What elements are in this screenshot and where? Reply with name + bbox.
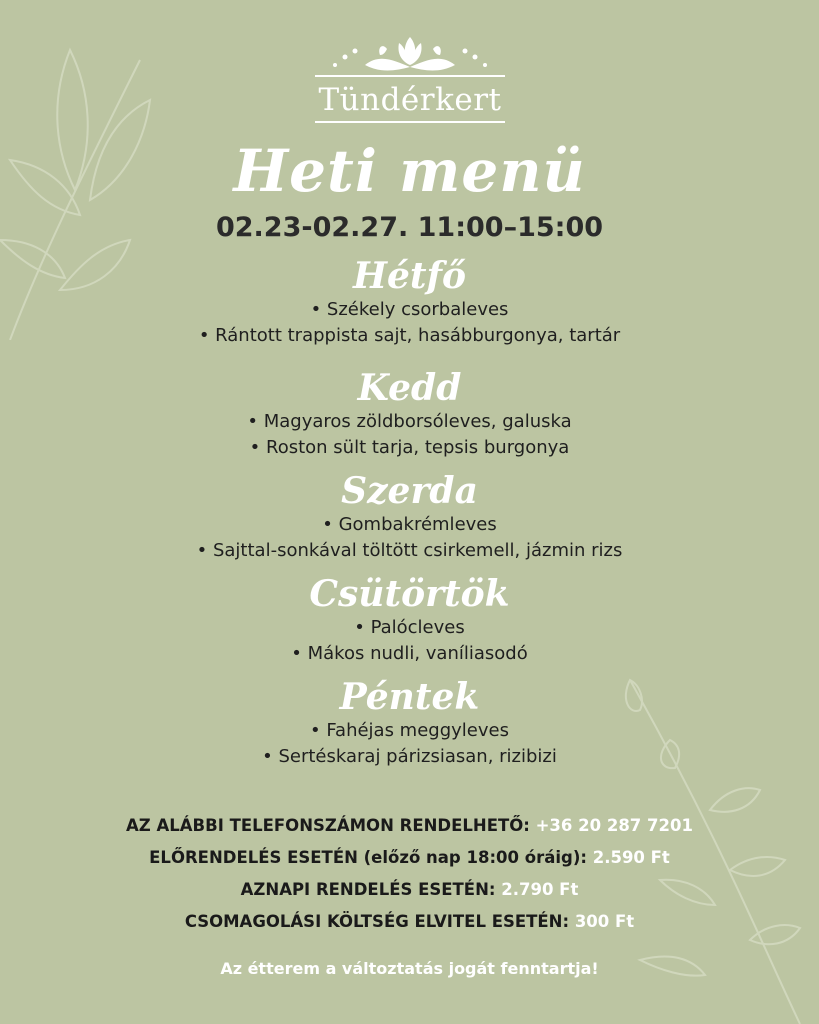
dish-item: • Roston sült tarja, tepsis burgonya — [249, 437, 570, 458]
day-block-monday — [0, 255, 819, 349]
day-name: Szerda — [341, 470, 478, 512]
day-block-wednesday — [0, 470, 819, 564]
footer-note: Az étterem a változtatás jogát fenntartja! — [220, 959, 599, 978]
info-label: AZ ALÁBBI TELEFONSZÁMON RENDELHETŐ: — [126, 816, 530, 835]
phone-number[interactable]: +36 20 287 7201 — [535, 816, 693, 835]
info-preorder — [0, 847, 819, 869]
date-range: 02.23-02.27. 11:00–15:00 — [215, 212, 604, 243]
page-title: Heti menü — [233, 137, 586, 205]
day-block-friday — [0, 676, 819, 770]
info-label: AZNAPI RENDELÉS ESETÉN: — [240, 880, 496, 899]
day-name: Csütörtök — [309, 573, 510, 615]
price-value: 2.590 Ft — [592, 848, 670, 867]
dish-item: • Gombakrémleves — [322, 514, 497, 535]
day-name: Péntek — [339, 676, 480, 718]
info-sameday — [0, 879, 819, 901]
day-block-tuesday — [0, 367, 819, 461]
dish-item: • Palócleves — [354, 617, 465, 638]
info-packaging — [0, 911, 819, 933]
logo — [310, 35, 510, 123]
tulip-ornament-icon — [325, 35, 495, 75]
price-value: 2.790 Ft — [501, 880, 579, 899]
dish-item: • Sajttal-sonkával töltött csirkemell, jázmin rizs — [196, 540, 623, 561]
day-block-thursday — [0, 573, 819, 667]
info-phone — [0, 815, 819, 837]
price-value: 300 Ft — [574, 912, 635, 931]
brand-name: Tündérkert — [318, 82, 502, 118]
day-name: Hétfő — [352, 255, 467, 297]
dish-item: • Fahéjas meggyleves — [310, 720, 509, 741]
logo-divider — [315, 121, 505, 123]
dish-item: • Rántott trappista sajt, hasábburgonya, tartár — [198, 325, 621, 346]
dish-item: • Magyaros zöldborsóleves, galuska — [247, 411, 572, 432]
info-label: ELŐRENDELÉS ESETÉN (előző nap 18:00 óráig): — [149, 848, 587, 867]
logo-divider — [315, 75, 505, 77]
dish-item: • Mákos nudli, vaníliasodó — [291, 643, 528, 664]
day-name: Kedd — [357, 367, 462, 409]
dish-item: • Székely csorbaleves — [310, 299, 509, 320]
info-label: CSOMAGOLÁSI KÖLTSÉG ELVITEL ESETÉN: — [184, 912, 570, 931]
dish-item: • Sertéskaraj párizsiasan, rizibizi — [262, 746, 557, 767]
